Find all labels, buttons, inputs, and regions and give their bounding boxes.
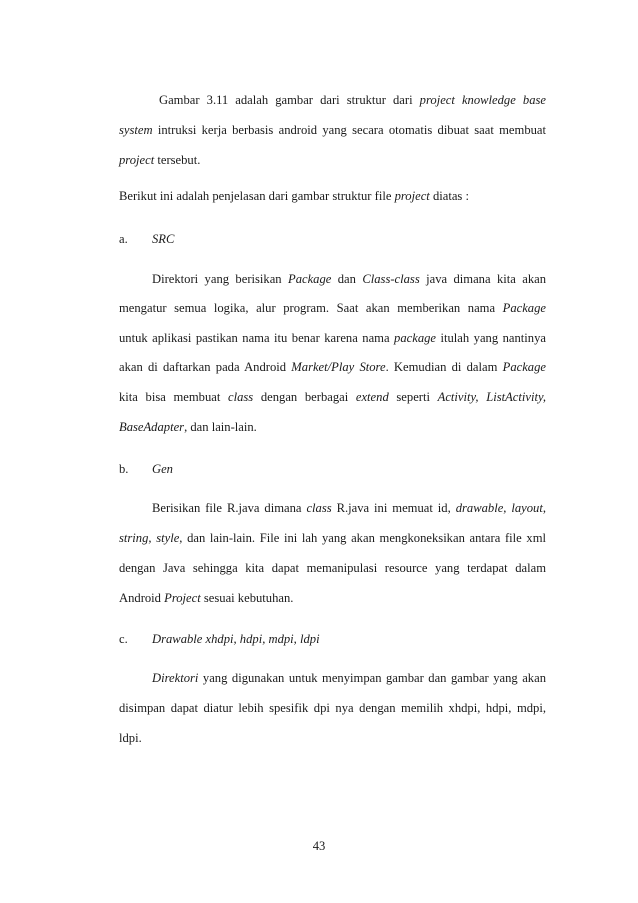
section-c-line-1: Direktori yang digunakan untuk menyimpan gambar dan gambar yang akan	[152, 671, 546, 685]
section-a-line-3: untuk aplikasi pastikan nama itu benar karena nama package itulah yang nantinya	[119, 331, 546, 345]
intro-line-2: system intruksi kerja berbasis android yang secara otomatis dibuat saat membuat	[119, 123, 546, 137]
section-a-marker: a.	[119, 232, 128, 246]
section-b-line-2: string, style, dan lain-lain. File ini lah yang akan mengkoneksikan antara file xml	[119, 531, 546, 545]
section-a-title: SRC	[152, 232, 175, 246]
section-a-line-4: akan di daftarkan pada Android Market/Play Store. Kemudian di dalam Package	[119, 360, 546, 374]
section-a-line-6: BaseAdapter, dan lain-lain.	[119, 420, 257, 434]
section-c-title: Drawable xhdpi, hdpi, mdpi, ldpi	[152, 632, 320, 646]
section-c-line-3: ldpi.	[119, 731, 142, 745]
section-a-line-1: Direktori yang berisikan Package dan Class-class java dimana kita akan	[152, 272, 547, 286]
section-c-marker: c.	[119, 632, 128, 646]
page-number: 43	[312, 839, 326, 853]
section-b-line-1: Berisikan file R.java dimana class R.java ini memuat id, drawable, layout,	[152, 501, 547, 515]
section-b-line-3: dengan Java sehingga kita dapat memanipulasi resource yang terdapat dalam	[119, 561, 546, 575]
section-a-line-5: kita bisa membuat class dengan berbagai extend seperti Activity, ListActivity,	[119, 390, 547, 404]
section-b-line-4: Android Project sesuai kebutuhan.	[119, 591, 294, 605]
intro-line-1: Gambar 3.11 adalah gambar dari struktur dari project knowledge base	[159, 93, 546, 107]
intro-line-3: project tersebut.	[119, 153, 201, 167]
section-a-line-2: mengatur semua logika, alur program. Saat akan memberikan nama Package	[119, 301, 546, 315]
section-b-title: Gen	[152, 462, 173, 476]
section-b-marker: b.	[119, 462, 129, 476]
section-c-line-2: disimpan dapat diatur lebih spesifik dpi nya dengan memilih xhdpi, hdpi, mdpi,	[119, 701, 546, 715]
summary-line: Berikut ini adalah penjelasan dari gambar struktur file project diatas :	[119, 189, 469, 203]
